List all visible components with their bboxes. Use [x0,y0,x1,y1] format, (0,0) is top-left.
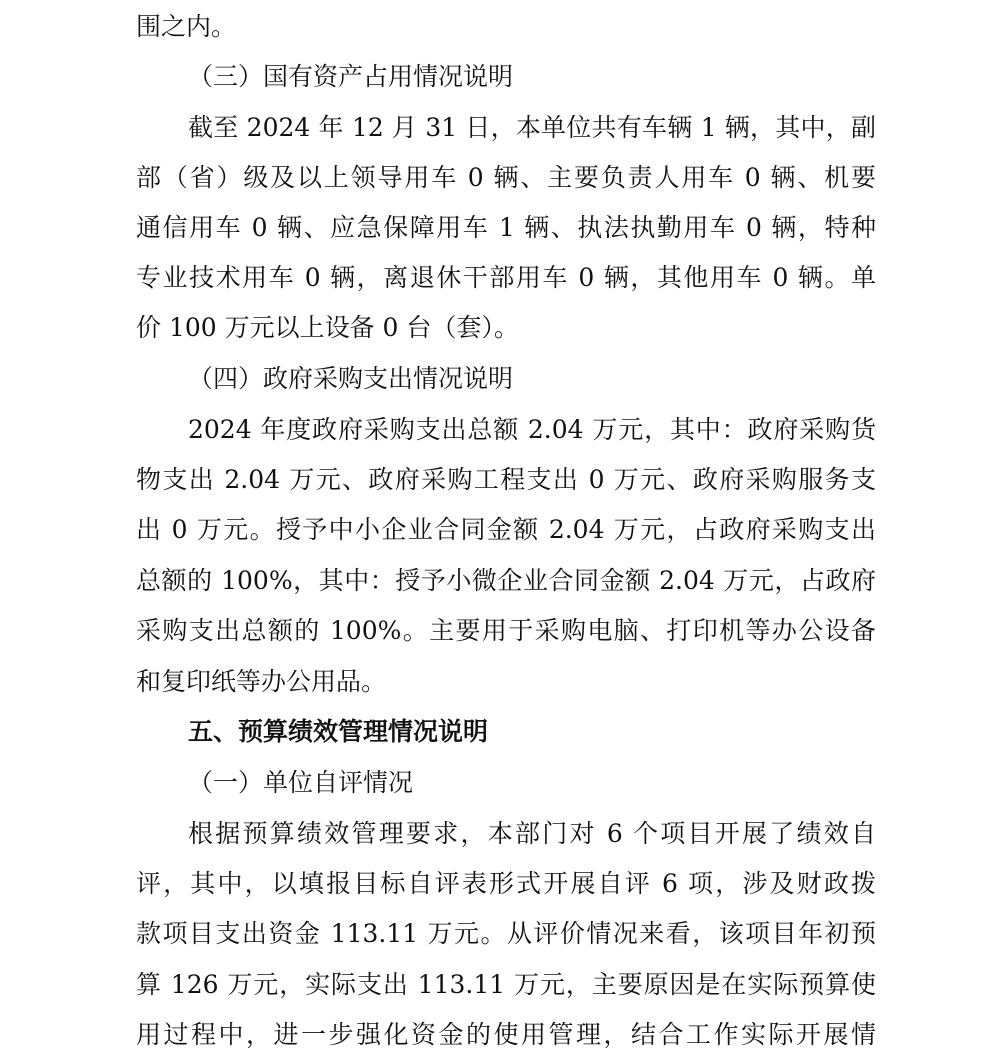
paragraph-line: 物支出 2.04 万元、政府采购工程支出 0 万元、政府采购服务支 [136,465,876,494]
paragraph-line: 算 126 万元，实际支出 113.11 万元，主要原因是在实际预算使 [136,970,876,999]
section-heading-self-evaluation: （一）单位自评情况 [188,768,414,797]
text-line-continuation: 围之内。 [136,12,237,41]
paragraph-line: 通信用车 0 辆、应急保障用车 1 辆、执法执勤用车 0 辆，特种 [136,213,876,242]
paragraph-line: 采购支出总额的 100%。主要用于采购电脑、打印机等办公设备 [136,616,876,645]
paragraph-line: 总额的 100%，其中：授予小微企业合同金额 2.04 万元，占政府 [136,566,876,595]
paragraph-line: 和复印纸等办公用品。 [136,667,387,696]
chapter-heading-performance: 五、预算绩效管理情况说明 [188,717,489,746]
paragraph-line: 款项目支出资金 113.11 万元。从评价情况来看，该项目年初预 [136,919,876,948]
section-heading-state-assets: （三）国有资产占用情况说明 [188,62,514,91]
paragraph-line: 价 100 万元以上设备 0 台（套）。 [136,313,519,342]
paragraph-line: 部（省）级及以上领导用车 0 辆、主要负责人用车 0 辆、机要 [136,163,876,192]
paragraph-line: 评，其中，以填报目标自评表形式开展自评 6 项，涉及财政拨 [136,869,876,898]
paragraph-line: 专业技术用车 0 辆，离退休干部用车 0 辆，其他用车 0 辆。单 [136,263,876,292]
paragraph-line: 2024 年度政府采购支出总额 2.04 万元，其中：政府采购货 [188,415,876,444]
paragraph-line: 根据预算绩效管理要求，本部门对 6 个项目开展了绩效自 [188,819,876,848]
paragraph-line: 截至 2024 年 12 月 31 日，本单位共有车辆 1 辆，其中，副 [188,113,876,142]
paragraph-line: 出 0 万元。授予中小企业合同金额 2.04 万元，占政府采购支出 [136,515,876,544]
section-heading-procurement: （四）政府采购支出情况说明 [188,364,514,393]
paragraph-line: 用过程中，进一步强化资金的使用管理，结合工作实际开展情 [136,1020,876,1049]
